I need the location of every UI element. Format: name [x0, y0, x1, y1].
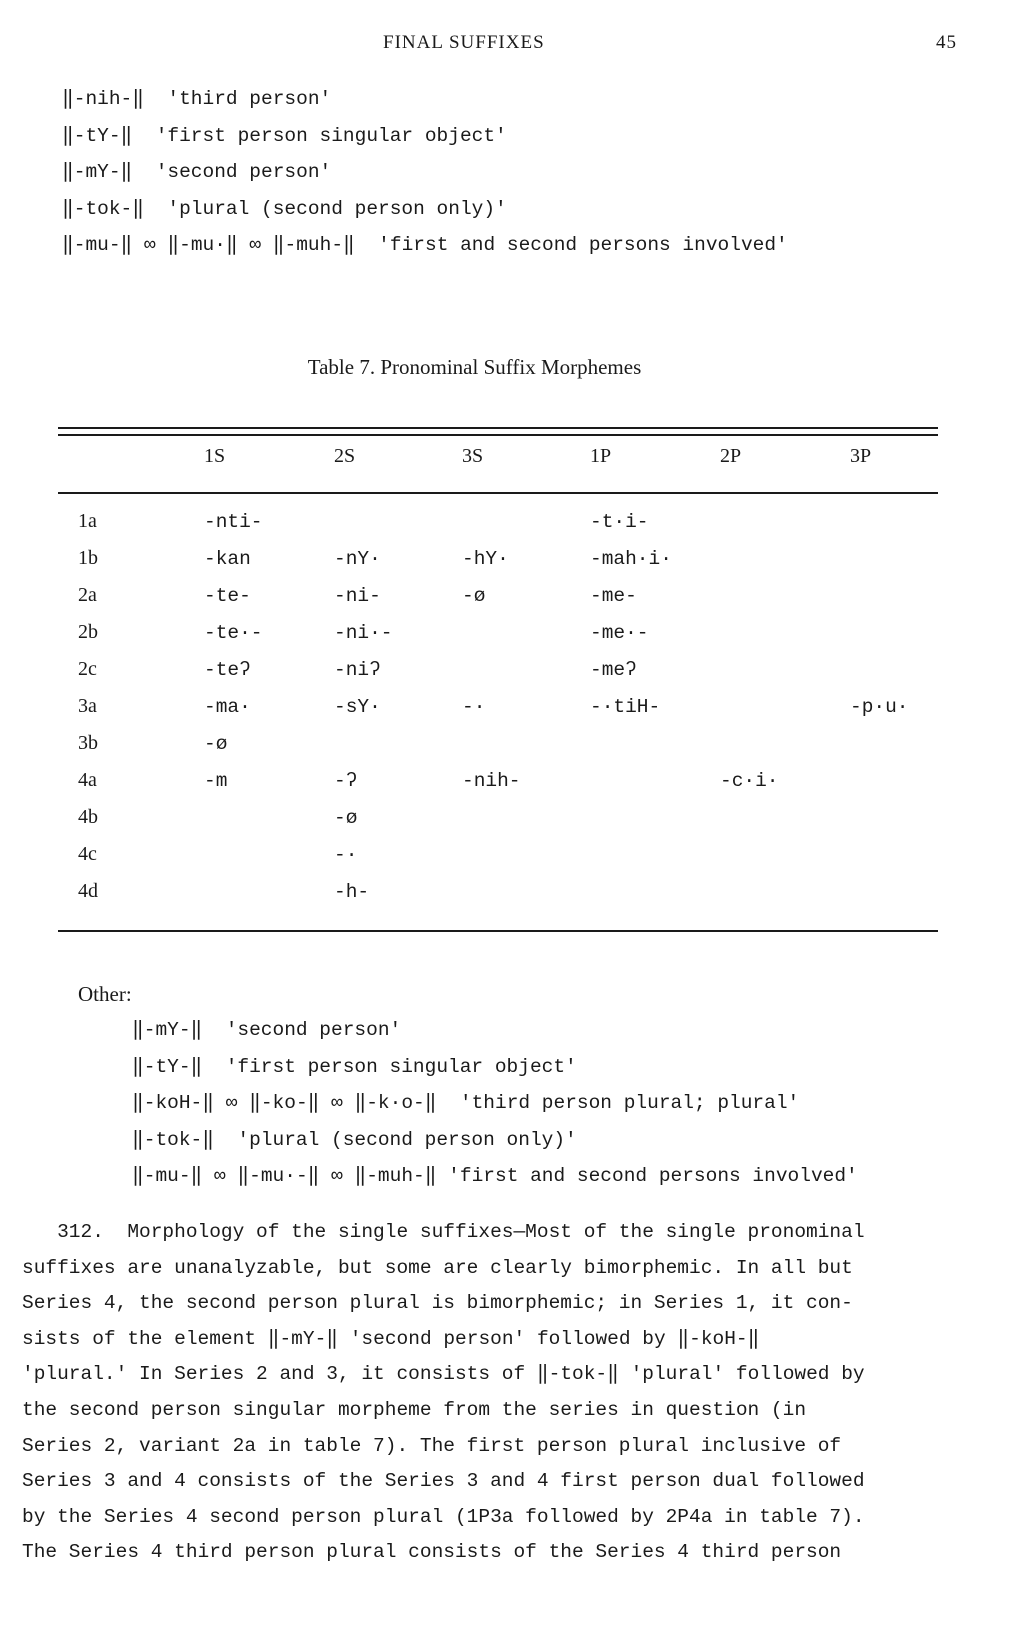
morpheme-line: ‖-mY-‖ 'second person': [62, 161, 332, 183]
table-caption: [0, 355, 1029, 380]
paragraph-line: the second person singular morpheme from the series in question (in: [22, 1398, 807, 1421]
other-morpheme-line: ‖-mu-‖ ∞ ‖-mu·-‖ ∞ ‖-muh-‖ 'first and second persons involved': [132, 1165, 858, 1187]
table-cell: -meʔ: [590, 658, 637, 681]
table-cell: [204, 873, 334, 910]
table-cell: [334, 725, 462, 762]
table-row-label: 4a: [78, 769, 97, 791]
other-label: Other:: [78, 982, 132, 1006]
table-cell: [850, 540, 938, 577]
table-caption-text: Table 7. Pronominal Suffix Morphemes: [307, 355, 642, 379]
table-header-cell: 1S: [204, 445, 226, 467]
section-312-paragraph: [22, 1217, 982, 1573]
table-cell: [462, 873, 590, 910]
page-number: 45: [936, 32, 957, 53]
table-header-cell: 3P: [850, 445, 872, 467]
table-cell: -ø: [334, 806, 358, 829]
table-row-label: 3a: [78, 695, 97, 717]
table-cell: [850, 873, 938, 910]
table-cell: [590, 873, 720, 910]
table-cell: [850, 651, 938, 688]
table-cell: -·: [334, 843, 358, 866]
table-cell: [720, 688, 850, 725]
table-cell: -·tiH-: [590, 695, 661, 718]
table-cell: -nY·: [334, 547, 381, 570]
paragraph-line: 312. Morphology of the single suffixes—Most of the single pronominal: [22, 1221, 865, 1243]
table-cell: -nih-: [462, 769, 521, 792]
table-top-rule-inner: [58, 434, 938, 436]
table-cell: -·: [462, 695, 486, 718]
table-row: [58, 651, 938, 688]
table-cell: -teʔ: [204, 658, 251, 681]
table-row-label: 1a: [78, 510, 97, 532]
table-cell: [850, 485, 938, 540]
table-cell: [590, 836, 720, 873]
other-morpheme-list: [132, 1015, 1012, 1198]
table-cell: [720, 799, 850, 836]
table-row: [58, 577, 938, 614]
table-cell: -me-: [590, 584, 637, 607]
morpheme-line: ‖-nih-‖ 'third person': [62, 88, 332, 110]
table-cell: -ni·-: [334, 621, 393, 644]
table-row: [58, 762, 938, 799]
table-cell: -c·i·: [720, 769, 779, 792]
table-top-rule: [58, 427, 938, 429]
table-cell: [204, 836, 334, 873]
paragraph-line: 'plural.' In Series 2 and 3, it consists of ‖-tok-‖ 'plural' followed by: [22, 1363, 865, 1386]
table-header-cell: 3S: [462, 445, 484, 467]
table-cell: -ni-: [334, 584, 381, 607]
table-cell: -niʔ: [334, 658, 381, 681]
morpheme-list-top: [62, 84, 982, 267]
morpheme-line: ‖-tok-‖ 'plural (second person only)': [62, 197, 507, 220]
table-cell: [462, 485, 590, 540]
table-cell: -ø: [462, 584, 486, 607]
table-cell: [720, 836, 850, 873]
table-cell: [590, 725, 720, 762]
paragraph-line: suffixes are unanalyzable, but some are clearly bimorphemic. In all but: [22, 1256, 853, 1279]
table-header-cell: [58, 445, 204, 485]
table-cell: [720, 485, 850, 540]
table-bottom-rule: [58, 930, 938, 932]
table-cell: [720, 577, 850, 614]
table-cell: [590, 762, 720, 799]
table-cell: [850, 577, 938, 614]
table-cell: [462, 836, 590, 873]
table-cell: -sY·: [334, 695, 381, 718]
paragraph-line: sists of the element ‖-mY-‖ 'second person' followed by ‖-koH-‖: [22, 1327, 760, 1350]
table-cell: -ma·: [204, 695, 251, 718]
running-head: [0, 32, 1029, 58]
other-morpheme-line: ‖-mY-‖ 'second person': [132, 1019, 402, 1041]
table-cell: -m: [204, 769, 228, 792]
running-head-title: FINAL SUFFIXES: [383, 32, 545, 53]
morpheme-line: ‖-mu-‖ ∞ ‖-mu·‖ ∞ ‖-muh-‖ 'first and second persons involved': [62, 234, 788, 256]
table-header-cell: 2S: [334, 445, 356, 467]
table-header-cell: 2P: [720, 445, 742, 467]
table-body: [58, 485, 938, 910]
table-cell: [720, 873, 850, 910]
table-row: [58, 725, 938, 762]
table-row-label: 4d: [78, 880, 98, 902]
paragraph-line: Series 4, the second person plural is bimorphemic; in Series 1, it con-: [22, 1292, 853, 1315]
table-cell: [850, 614, 938, 651]
table-cell: -p·u·: [850, 695, 909, 718]
other-morpheme-line: ‖-tok-‖ 'plural (second person only)': [132, 1128, 577, 1151]
table-row: [58, 540, 938, 577]
table-cell: -h-: [334, 880, 370, 903]
table-row: [58, 485, 938, 540]
table-cell: -hY·: [462, 547, 509, 570]
table-row-label: 2a: [78, 584, 97, 606]
table-cell: -t·i-: [590, 510, 649, 533]
table-cell: -me·-: [590, 621, 649, 644]
paragraph-line: The Series 4 third person plural consists of the Series 4 third person: [22, 1541, 842, 1564]
paragraph-line: Series 2, variant 2a in table 7). The first person plural inclusive of: [22, 1434, 842, 1457]
table-row-label: 2b: [78, 621, 98, 643]
table-cell: -mah·i·: [590, 547, 672, 570]
table-row: [58, 688, 938, 725]
table-cell: [850, 799, 938, 836]
table-row-label: 4b: [78, 806, 98, 828]
table-cell: [850, 762, 938, 799]
table-cell: [462, 725, 590, 762]
paragraph-line: by the Series 4 second person plural (1P3a followed by 2P4a in table 7).: [22, 1505, 865, 1528]
table-row-label: 4c: [78, 843, 97, 865]
table-cell: -te-: [204, 584, 251, 607]
table-row-label: 2c: [78, 658, 97, 680]
table-row-label: 1b: [78, 547, 98, 569]
table-cell: -kan: [204, 547, 251, 570]
table-cell: [720, 614, 850, 651]
table-cell: [850, 725, 938, 762]
table-cell: [334, 485, 462, 540]
table-row-label: 3b: [78, 732, 98, 754]
table-cell: -nti-: [204, 510, 263, 533]
other-morpheme-line: ‖-tY-‖ 'first person singular object': [132, 1055, 577, 1078]
table-cell: [850, 836, 938, 873]
table-cell: [720, 725, 850, 762]
pronominal-suffix-table: [58, 445, 938, 910]
table-cell: [590, 799, 720, 836]
table-row: [58, 614, 938, 651]
table-header-cell: 1P: [590, 445, 612, 467]
table-cell: [462, 799, 590, 836]
other-morpheme-line: ‖-koH-‖ ∞ ‖-ko-‖ ∞ ‖-k·o-‖ 'third person plural; plural': [132, 1092, 800, 1114]
paragraph-line: Series 3 and 4 consists of the Series 3 and 4 first person dual followed: [22, 1470, 865, 1493]
table-row: [58, 799, 938, 836]
table-cell: -ʔ: [334, 769, 358, 792]
table-row: [58, 873, 938, 910]
table-row: [58, 836, 938, 873]
morpheme-line: ‖-tY-‖ 'first person singular object': [62, 124, 507, 147]
table-cell: [462, 614, 590, 651]
table-cell: [720, 651, 850, 688]
table-cell: -te·-: [204, 621, 263, 644]
table-header-row: [58, 445, 938, 485]
table-cell: [204, 799, 334, 836]
table-cell: [720, 540, 850, 577]
table-cell: -ø: [204, 732, 228, 755]
table-cell: [462, 651, 590, 688]
